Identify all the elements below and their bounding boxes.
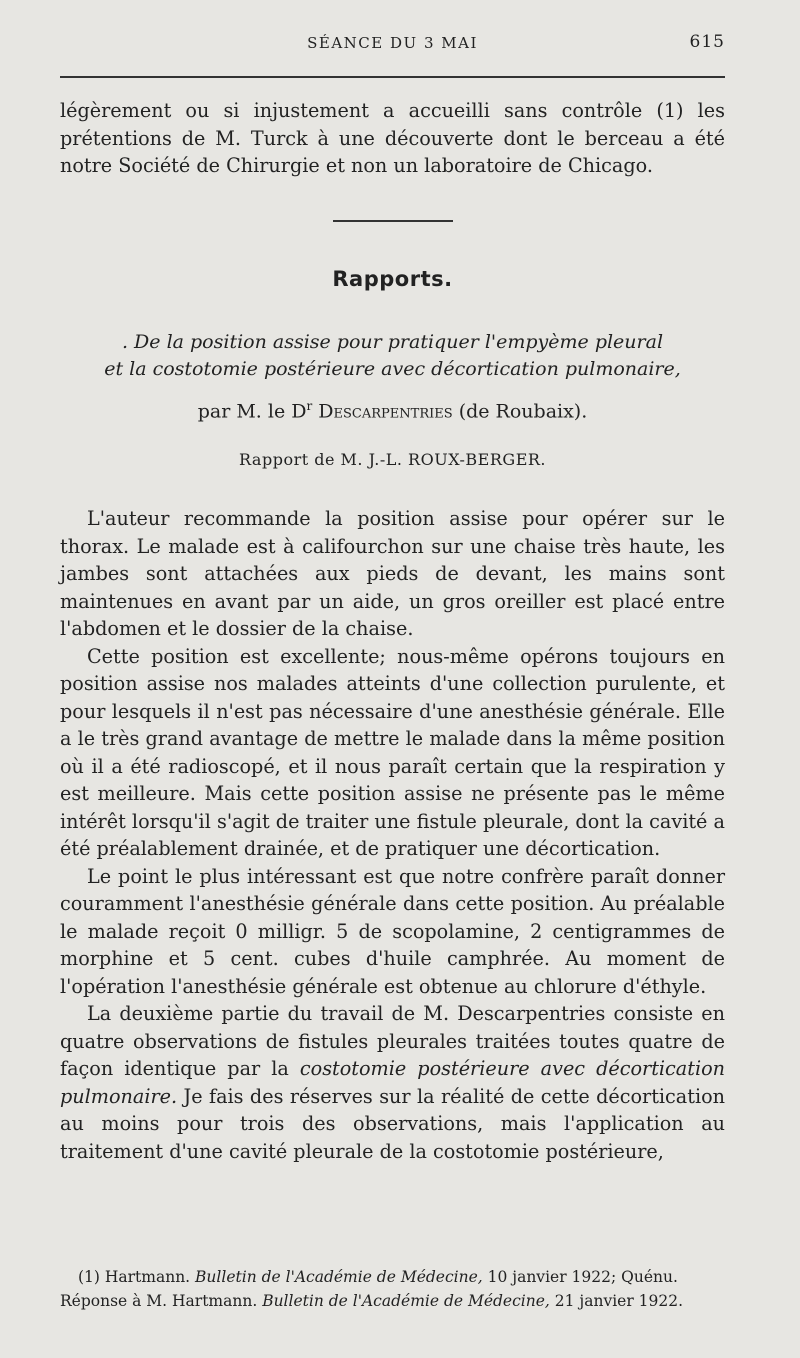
- paragraph-4-emphasis: costotomie postérieure avec décortication pulmonaire.: [60, 1057, 725, 1108]
- rapporteur-line: Rapport de M. J.-L. ROUX-BERGER.: [239, 450, 546, 469]
- footnotes: [60, 1265, 725, 1313]
- footnote-2-journal: Bulletin de l'Académie de Médecine,: [262, 1292, 550, 1310]
- footnote-1: [60, 1265, 725, 1289]
- body-text: [60, 505, 725, 1165]
- header-rule: [60, 76, 725, 78]
- intro-paragraph: [60, 97, 725, 180]
- footnote-2-part-a: Réponse à M. Hartmann.: [60, 1292, 263, 1310]
- paragraph-2: Cette position est excellente; nous-même opérons toujours en position assise nos malades atteints d'une collection purulente, et pour lesquels il n'est pas nécessaire d'une anesthésie générale. Elle a le très grand avantage de mettre le malade dans la même position où il a été radioscopé, et il nous paraît certain que la respiration y est meilleure. Mais cette position assise ne présente pas le même intérêt lorsqu'il s'agit de traiter une fistule pleurale, dont la cavité a été préalablement drainée, et de pratiquer une décortication.: [60, 644, 725, 860]
- footnote-2-part-b: 21 janvier 1922.: [549, 1292, 684, 1310]
- report-title-line-2: et la costotomie postérieure avec décortication pulmonaire,: [104, 358, 681, 380]
- paragraph-1: L'auteur recommande la position assise pour opérer sur le thorax. Le malade est à califourchon sur une chaise très haute, les jambes sont attachées aux pieds de devant, les mains sont maintenues en avant par un aide, un gros oreiller est placé entre l'abdomen et le dossier de la chaise.: [60, 507, 725, 640]
- paragraph-4-part-b: Je fais des réserves sur la réalité de cette décortication au moins pour trois des observations, mais l'application au traitement d'une cavité pleurale de la costotomie postérieure,: [60, 1084, 725, 1163]
- section-title: Rapports.: [332, 267, 453, 291]
- paragraph-4-part-a: La deuxième partie du travail de M. Descarpentries consiste en quatre observations de fistules pleurales traitées toutes quatre de façon identique par la: [60, 1002, 725, 1080]
- page-number: 615: [689, 32, 725, 52]
- footnote-2: [60, 1289, 725, 1313]
- running-title: SÉANCE DU 3 MAI: [307, 34, 478, 52]
- author-title-sup: r: [306, 399, 313, 413]
- footnote-1-part-a: (1) Hartmann.: [78, 1268, 196, 1286]
- author-place: (de Roubaix).: [458, 400, 588, 423]
- report-title: [60, 329, 725, 383]
- footnote-1-journal: Bulletin de l'Académie de Médecine,: [195, 1268, 483, 1286]
- report-title-line-1: . De la position assise pour pratiquer l'empyème pleural: [121, 331, 664, 353]
- section-divider: [333, 220, 453, 222]
- paragraph-4: [60, 1000, 725, 1165]
- intro-text: légèrement ou si injustement a accueilli sans contrôle (1) les prétentions de M. Turck à une découverte dont le berceau a été notre Société de Chirurgie et non un laboratoire de Chicago.: [60, 99, 725, 177]
- footnote-1-part-b: 10 janvier 1922; Quénu.: [482, 1268, 678, 1286]
- author-name: Descarpentries: [318, 400, 453, 423]
- report-author: [60, 399, 725, 422]
- author-prefix: par M. le D: [197, 400, 307, 423]
- paragraph-3: Le point le plus intéressant est que notre confrère paraît donner couramment l'anesthésie générale dans cette position. Au préalable le malade reçoit 0 milligr. 5 de scopolamine, 2 centigrammes de morphine et 5 cent. cubes d'huile camphrée. Au moment de l'opération l'anesthésie générale est obtenue au chlorure d'éthyle.: [60, 864, 725, 998]
